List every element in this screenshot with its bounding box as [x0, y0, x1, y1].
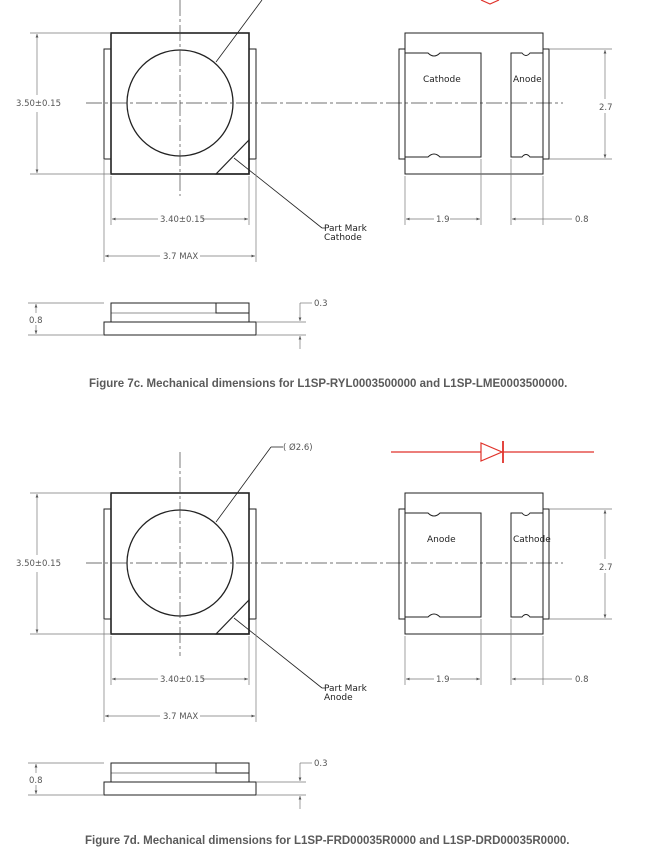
figure-caption: Figure 7c. Mechanical dimensions for L1SP-RYL0003500000 and L1SP-LME0003500000.: [89, 378, 568, 390]
right-lead: [249, 509, 256, 619]
max-dim-text: 3.7 MAX: [163, 712, 199, 722]
pad-small-width-text: 0.8: [575, 215, 589, 225]
pad-right-label: Anode: [513, 75, 542, 85]
leader-part-mark: [234, 158, 322, 228]
footprint-outline: [405, 33, 543, 174]
diameter-text: ( Ø2.6): [283, 443, 313, 453]
right-lead: [249, 49, 256, 159]
figure-caption: Figure 7d. Mechanical dimensions for L1SP-FRD00035R0000 and L1SP-DRD00035R0000.: [85, 835, 570, 847]
part-mark-label: Part Mark: [324, 684, 367, 694]
width-dim-text: 3.40±0.15: [160, 215, 205, 225]
pad-width-text: 1.9: [436, 215, 450, 225]
pad-right-lead: [543, 509, 549, 619]
pad-height-text: 2.7: [599, 563, 613, 573]
height-dim-text: 3.50±0.15: [16, 99, 61, 109]
pad-left-lead: [399, 49, 405, 159]
left-lead: [104, 49, 111, 159]
pad-right: [511, 513, 543, 617]
height-dim-text: 3.50±0.15: [16, 559, 61, 569]
footprint-view: [399, 493, 549, 634]
side-step: [216, 763, 249, 773]
part-mark-label: Part Mark: [324, 224, 367, 234]
side-base: [104, 782, 256, 795]
pad-left-label: Anode: [427, 535, 456, 545]
side-view: [104, 763, 256, 795]
leader-part-mark: [234, 618, 322, 688]
part-mark-polarity: Cathode: [324, 233, 362, 243]
side-base: [104, 322, 256, 335]
figure-7d: [16, 441, 613, 847]
footprint-view: [399, 33, 549, 174]
center-lines: [86, 0, 563, 196]
diode-symbol: [391, 441, 594, 463]
side-dimensions: [28, 763, 312, 809]
part-mark-corner: [216, 140, 249, 174]
footprint-outline: [405, 493, 543, 634]
pad-right-label: Cathode: [513, 535, 551, 545]
pad-width-text: 1.9: [436, 675, 450, 685]
max-dim-text: 3.7 MAX: [163, 252, 199, 262]
side-step: [216, 303, 249, 313]
side-view: [104, 303, 256, 335]
part-mark-corner: [216, 600, 249, 634]
top-view: [104, 0, 326, 228]
leader-diameter: [216, 447, 271, 522]
pad-left-label: Cathode: [423, 75, 461, 85]
center-lines: [86, 452, 563, 656]
side-dimensions: [28, 303, 312, 349]
pad-left: [405, 513, 481, 617]
leader-diameter: [216, 0, 262, 62]
width-dim-text: 3.40±0.15: [160, 675, 205, 685]
left-lead: [104, 509, 111, 619]
pad-right-lead: [543, 49, 549, 159]
pad-height-text: 2.7: [599, 103, 613, 113]
diode-symbol-partial: [481, 0, 499, 4]
pad-right: [511, 53, 543, 157]
pad-left: [405, 53, 481, 157]
side-top-text: 0.3: [314, 759, 328, 769]
part-mark-polarity: Anode: [324, 693, 353, 703]
pad-left-lead: [399, 509, 405, 619]
pad-small-width-text: 0.8: [575, 675, 589, 685]
top-view: [104, 447, 326, 688]
side-height-text: 0.8: [29, 316, 43, 326]
side-top-text: 0.3: [314, 299, 328, 309]
figure-7c: [16, 0, 613, 390]
side-height-text: 0.8: [29, 776, 43, 786]
